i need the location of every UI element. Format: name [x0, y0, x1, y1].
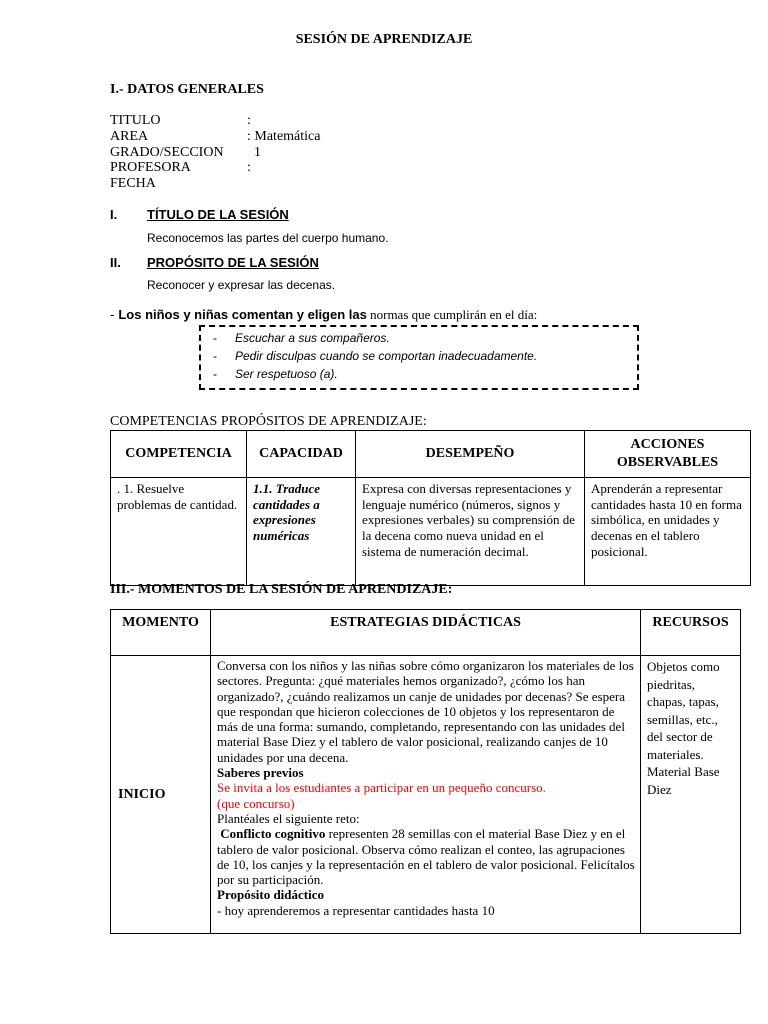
document-title: SESIÓN DE APRENDIZAJE [295, 32, 473, 47]
datos-value: : Matemática [247, 129, 321, 144]
table-row [111, 656, 741, 934]
titulo-sesion-number: I. [110, 207, 118, 222]
datos-label: AREA [110, 129, 149, 144]
norma-text: Pedir disculpas cuando se comportan inadecuadamente. [235, 349, 538, 363]
norma-text: Ser respetuoso (a). [235, 367, 338, 381]
header-acciones: ACCIONES OBSERVABLES [585, 431, 751, 478]
cell-desempeno: Expresa con diversas representaciones y lenguaje numérico (números, signos y expresiones verbales) su comprensión de la decena como nueva unidad en el sistema de numeración decimal. [356, 478, 585, 586]
cell-momento-inicio: INICIO [111, 656, 211, 934]
normas-intro-bold: Los niños y niñas comentan y eligen las [118, 307, 367, 322]
norma-item: - Ser respetuoso (a). [213, 367, 338, 381]
proposito-didactico-text: - hoy aprenderemos a representar cantidades hasta 10 [217, 902, 495, 918]
concurso-note: (que concurso) [217, 795, 295, 811]
titulo-sesion-text: Reconocemos las partes del cuerpo humano. [147, 231, 389, 245]
saberes-previos-heading: Saberes previos [217, 765, 304, 781]
cell-estrategias [211, 656, 641, 934]
cell-acciones: Aprenderán a representar cantidades hasta 10 en forma simbólica, en unidades y decenas en el tablero posicional. [585, 478, 751, 586]
datos-value: : [247, 113, 251, 128]
datos-value: : [247, 160, 251, 175]
datos-label: FECHA [110, 176, 156, 191]
normas-intro-rest: normas que cumplirán en el día: [366, 307, 538, 322]
normas-intro [110, 306, 537, 324]
proposito-sesion-number: II. [110, 255, 121, 270]
momentos-table [110, 609, 741, 934]
norma-item: - Escuchar a sus compañeros. [213, 331, 390, 345]
datos-label: GRADO/SECCION [110, 145, 224, 160]
table-row [111, 478, 751, 586]
competencias-caption: COMPETENCIAS PROPÓSITOS DE APRENDIZAJE: [110, 414, 427, 429]
estrategia-paragraph: Conversa con los niños y las niñas sobre cómo organizaron los materiales de los sectores. Pregunta: ¿qué materiales hemos organizado?, ¿cómo los han organizado?, ¿cuándo realizamos un canje de unidades por decenas? Se espera que respondan que hicieron colecciones de 10 objetos y los representaron de más de una forma: sumando, completando, representando con las unidades del material Base Diez y el tablero de valor posicional, realizando canjes de 10 unidades por una decena. [217, 658, 634, 765]
header-recursos: RECURSOS [641, 610, 741, 656]
header-momento: MOMENTO [111, 610, 211, 656]
table-header-row [111, 431, 751, 478]
momentos-caption: III.- MOMENTOS DE LA SESIÓN DE APRENDIZAJE: [110, 582, 453, 597]
cell-capacidad: 1.1. Traduce cantidades a expresiones numéricas [247, 478, 356, 586]
proposito-sesion-heading: PROPÓSITO DE LA SESIÓN [147, 255, 319, 270]
norma-text: Escuchar a sus compañeros. [235, 331, 390, 345]
header-competencia: COMPETENCIA [111, 431, 247, 478]
conflicto-paragraph [217, 826, 637, 887]
conflicto-label: Conflicto cognitivo [217, 826, 326, 842]
titulo-sesion-heading: TÍTULO DE LA SESIÓN [147, 207, 289, 222]
competencias-table [110, 430, 751, 586]
header-desempeno: DESEMPEÑO [356, 431, 585, 478]
table-header-row [111, 610, 741, 656]
datos-value: 1 [247, 145, 261, 160]
proposito-sesion-text: Reconocer y expresar las decenas. [147, 278, 336, 292]
datos-label: TITULO [110, 113, 161, 128]
cell-competencia: . 1. Resuelve problemas de cantidad. [111, 478, 247, 586]
header-capacidad: CAPACIDAD [247, 431, 356, 478]
datos-generales-heading: I.- DATOS GENERALES [110, 82, 264, 97]
norma-item: - Pedir disculpas cuando se comportan inadecuadamente. [213, 349, 538, 363]
reto-intro: Plantéales el siguiente reto: [217, 810, 360, 826]
proposito-didactico-heading: Propósito didáctico [217, 887, 325, 903]
cell-recursos: Objetos como piedritas, chapas, tapas, semillas, etc., del sector de materiales. Material Base Diez [641, 656, 741, 934]
conflicto-text: representen 28 semillas con el material Base Diez y en el tablero de valor posicional. Observa cómo realizan el conteo, las agrupaciones de 10, los canjes y la representación en el tablero de valor posicional. Felicítalos por su participación. [217, 826, 635, 888]
header-estrategias: ESTRATEGIAS DIDÁCTICAS [211, 610, 641, 656]
normas-bullet: - [110, 307, 115, 322]
concurso-text: Se invita a los estudiantes a participar en un pequeño concurso. [217, 780, 546, 796]
datos-label: PROFESORA [110, 160, 191, 175]
